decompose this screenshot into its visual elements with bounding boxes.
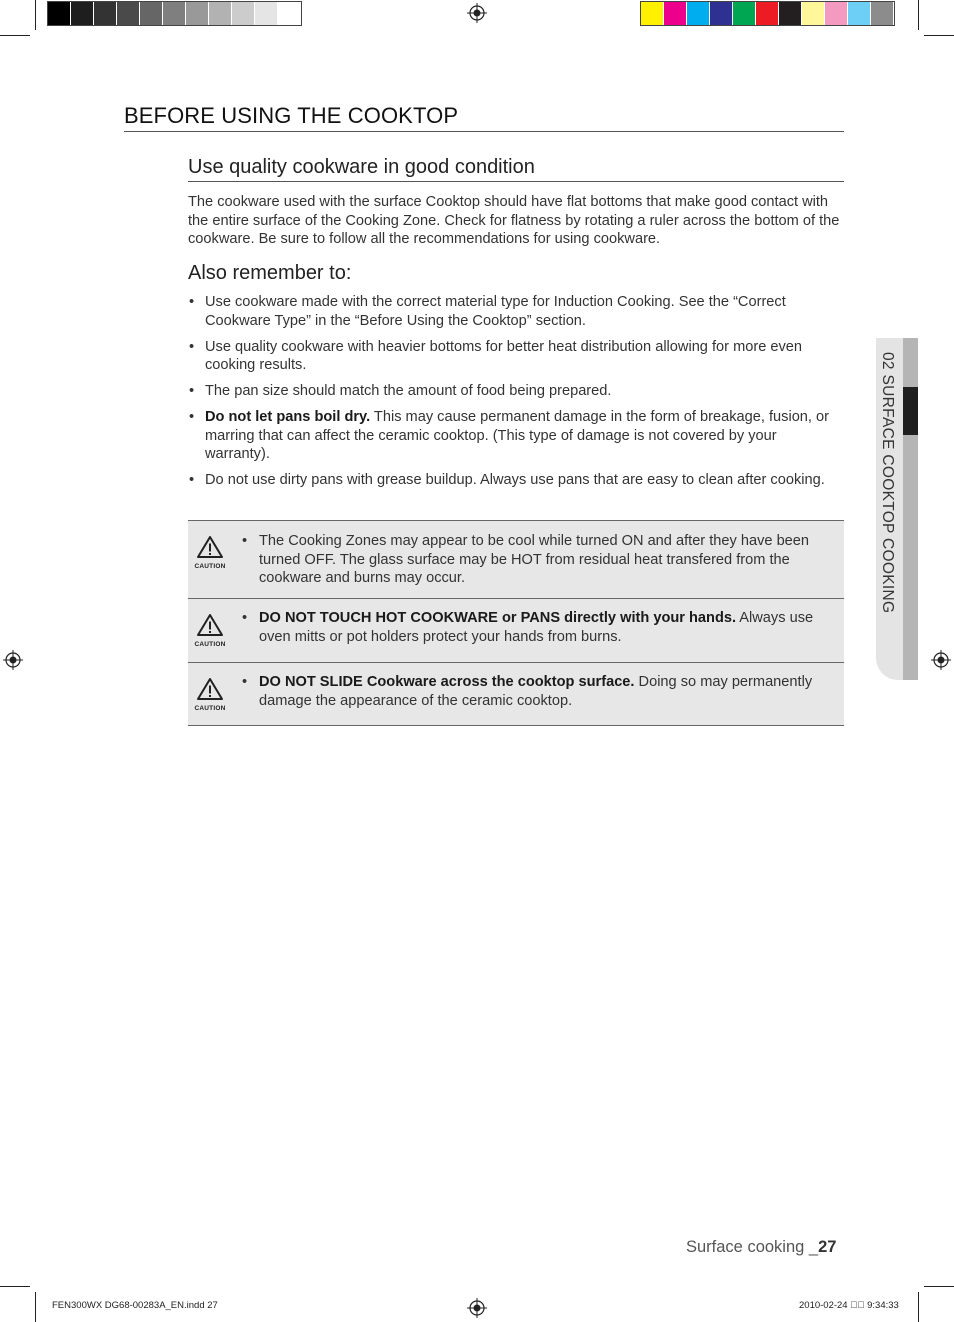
caution-box	[188, 599, 844, 663]
print-slug-date: 2010-02-24 ￿￿ 9:34:33	[799, 1300, 899, 1311]
swatch	[779, 2, 802, 25]
swatch	[871, 2, 894, 25]
swatch	[186, 2, 209, 25]
swatch	[802, 2, 825, 25]
caution-box	[188, 521, 844, 599]
page-footer	[686, 1238, 836, 1257]
swatch	[278, 2, 301, 25]
caution-text	[259, 609, 836, 646]
intro-paragraph: The cookware used with the surface Cooktop should have flat bottoms that make good contact with the entire surface of the Cooking Zone. Check for flatness by rotating a ruler across the bottom of the cookware. Be sure to follow all the recommendations for using cookware.	[188, 194, 840, 248]
list-item	[188, 382, 844, 401]
caution-body: Doing so may permanently damage the appearance of the ceramic cooktop.	[259, 674, 813, 709]
list-item	[188, 471, 844, 490]
list-item	[188, 338, 844, 375]
caution-icon	[193, 535, 227, 569]
swatch	[117, 2, 140, 25]
caution-list	[188, 520, 844, 726]
swatch	[232, 2, 255, 25]
swatch	[163, 2, 186, 25]
footer-label: Surface cooking _	[686, 1238, 819, 1256]
crop-mark	[924, 1286, 954, 1287]
crop-mark	[35, 0, 36, 30]
page-title: BEFORE USING THE COOKTOP	[124, 103, 844, 132]
list-item-text: The pan size should match the amount of food being prepared.	[205, 383, 612, 400]
swatch	[664, 2, 687, 25]
crop-mark	[35, 1292, 36, 1322]
caution-icon	[193, 677, 227, 711]
swatch	[209, 2, 232, 25]
list-item-text: Do not use dirty pans with grease buildup. Always use pans that are easy to clean after cooking.	[205, 472, 825, 489]
caution-body: The Cooking Zones may appear to be cool while turned ON and after they have been turned OFF. The glass surface may be HOT from residual heat transfered from the cookware and burns may occur.	[259, 533, 810, 587]
swatch	[255, 2, 278, 25]
swatch	[848, 2, 871, 25]
swatch	[687, 2, 710, 25]
caution-label: CAUTION	[194, 563, 226, 570]
crop-mark	[918, 0, 919, 30]
print-slug-file: FEN300WX DG68-00283A_EN.indd 27	[52, 1300, 218, 1311]
list-item-text: Use cookware made with the correct material type for Induction Cooking. See the “Correct Cookware Type” in the “Before Using the Cooktop” section.	[205, 294, 786, 329]
swatch	[71, 2, 94, 25]
color-swatches	[640, 1, 895, 26]
swatch	[710, 2, 733, 25]
caution-label: CAUTION	[194, 705, 226, 712]
list-item-bold: Do not let pans boil dry.	[205, 409, 371, 426]
warning-triangle-icon	[196, 677, 224, 701]
registration-target-icon	[467, 3, 487, 23]
swatch	[641, 2, 664, 25]
registration-target-icon	[467, 1298, 487, 1318]
swatch	[756, 2, 779, 25]
registration-target-icon	[3, 650, 23, 670]
crop-mark	[0, 35, 30, 36]
caution-bold: DO NOT SLIDE Cookware across the cooktop surface.	[259, 674, 635, 690]
swatch	[733, 2, 756, 25]
caution-label: CAUTION	[194, 641, 226, 648]
remember-title: Also remember to:	[188, 262, 352, 284]
swatch	[48, 2, 71, 25]
list-item	[188, 408, 844, 464]
caution-bold: DO NOT TOUCH HOT COOKWARE or PANS directly with your hands.	[259, 610, 737, 626]
list-item-text: Use quality cookware with heavier bottoms for better heat distribution allowing for more even cooking results.	[205, 338, 803, 374]
warning-triangle-icon	[196, 613, 224, 637]
caution-text	[259, 673, 836, 710]
caution-text	[259, 532, 836, 588]
chapter-tab-label: 02 SURFACE COOKTOP COOKING	[879, 352, 896, 614]
section-title: Use quality cookware in good condition	[188, 156, 844, 182]
caution-box	[188, 663, 844, 726]
swatch	[140, 2, 163, 25]
caution-body: Always use oven mitts or pot holders protect your hands from burns.	[259, 610, 814, 645]
gray-swatches	[47, 1, 302, 26]
crop-mark	[0, 1286, 30, 1287]
list-item-text: This may cause permanent damage in the form of breakage, fusion, or marring that can affect the ceramic cooktop. (This type of damage is not covered by your warranty).	[205, 409, 830, 463]
warning-triangle-icon	[196, 535, 224, 559]
chapter-tab-marker	[903, 387, 918, 435]
list-item	[188, 293, 844, 330]
caution-icon	[193, 613, 227, 647]
crop-mark	[918, 1292, 919, 1322]
swatch	[825, 2, 848, 25]
remember-list	[188, 293, 844, 497]
swatch	[94, 2, 117, 25]
registration-target-icon	[931, 650, 951, 670]
crop-mark	[924, 35, 954, 36]
page-number: 27	[818, 1238, 837, 1256]
